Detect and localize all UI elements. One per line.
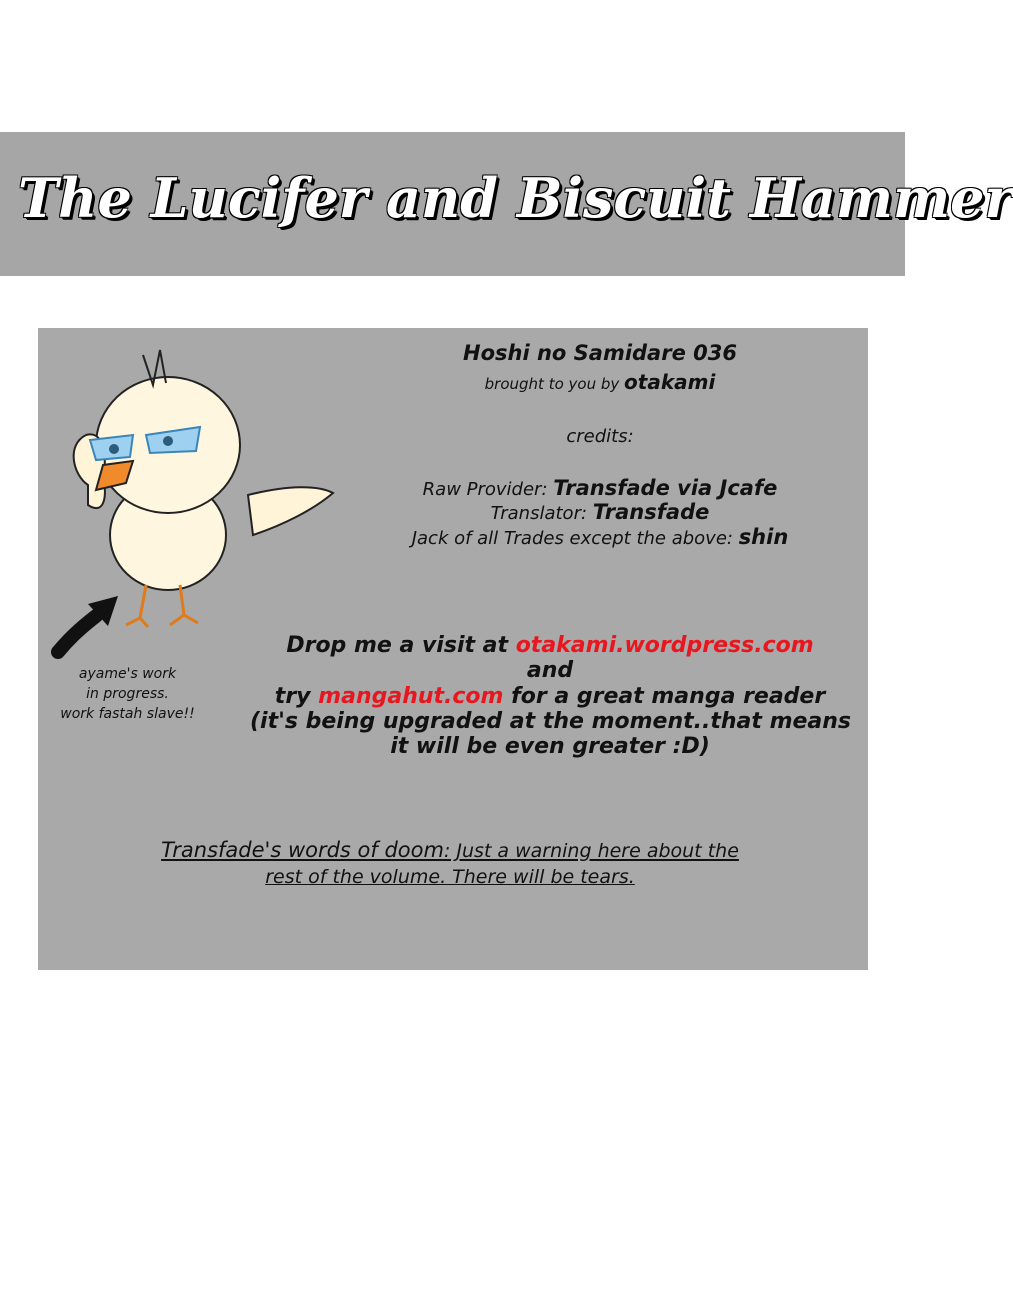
otakami-link[interactable]: otakami.wordpress.com bbox=[515, 633, 814, 658]
jack-value: shin bbox=[738, 525, 789, 549]
brought-by-line: brought to you by otakami bbox=[484, 370, 716, 394]
raw-provider-value: Transfade via Jcafe bbox=[553, 476, 778, 500]
translator-line: Translator: Transfade bbox=[490, 500, 710, 524]
arrow-icon bbox=[48, 590, 128, 660]
mangahut-link[interactable]: mangahut.com bbox=[318, 684, 504, 709]
and-line: and bbox=[526, 658, 574, 683]
mangahut-line: try mangahut.com for a great manga reader bbox=[274, 684, 826, 709]
chapter-title: Hoshi no Samidare 036 bbox=[463, 341, 737, 365]
caption-line-3: work fastah slave!! bbox=[60, 706, 195, 722]
caption-line-1: ayame's work bbox=[78, 666, 177, 682]
greater-line: it will be even greater :D) bbox=[390, 734, 710, 759]
doom-label: Transfade's words of doom bbox=[161, 838, 444, 862]
translator-value: Transfade bbox=[592, 500, 710, 524]
credits-label: credits: bbox=[566, 426, 634, 447]
upgrade-note-line: (it's being upgraded at the moment..that means bbox=[250, 709, 852, 734]
doom-line: Transfade's words of doom: Just a warning here about the bbox=[161, 838, 739, 862]
visit-line: Drop me a visit at otakami.wordpress.com bbox=[286, 633, 814, 658]
doom-line-2: rest of the volume. There will be tears. bbox=[265, 866, 635, 888]
raw-provider-line: Raw Provider: Transfade via Jcafe bbox=[422, 476, 778, 500]
caption-line-2: in progress. bbox=[86, 686, 169, 702]
banner-title: The Lucifer and Biscuit Hammer bbox=[18, 166, 1013, 230]
group-name: otakami bbox=[624, 370, 716, 394]
jack-of-all-trades-line: Jack of all Trades except the above: shin bbox=[411, 525, 789, 549]
